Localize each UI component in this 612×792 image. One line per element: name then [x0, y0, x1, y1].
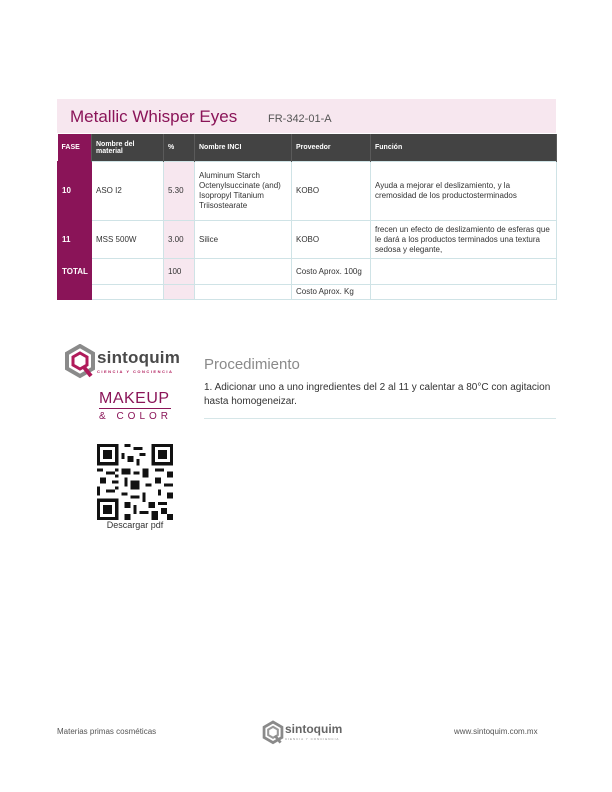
cell-pct: 5.30 [164, 162, 195, 221]
col-header-inci: Nombre INCI [195, 134, 292, 162]
cell-cost-kg: Costo Aprox. Kg [292, 285, 371, 300]
makeup-divider [99, 408, 171, 409]
qr-caption: Descargar pdf [106, 520, 164, 530]
cell-inci: Aluminum Starch Octenylsuccinate (and) Isopropyl Titanium Triisostearate [195, 162, 292, 221]
brand-tagline: CIENCIA Y CONCIENCIA [97, 369, 174, 374]
cell-total-label: TOTAL [58, 259, 92, 285]
brand-name: sintoquim [97, 348, 181, 367]
color-label: & COLOR [99, 411, 173, 422]
formula-code: FR-342-01-A [268, 113, 332, 125]
procedure-divider [204, 418, 556, 419]
cell-empty [195, 259, 292, 285]
footer-brand-tagline: CIENCIA Y CONCIENCIA [285, 737, 340, 741]
col-header-funcion: Función [371, 134, 557, 162]
cell-material: ASO I2 [92, 162, 164, 221]
col-header-fase: FASE [58, 134, 92, 162]
cell-empty [195, 285, 292, 300]
makeup-label: MAKEUP [99, 390, 170, 407]
table-row [58, 162, 557, 221]
cell-empty [371, 285, 557, 300]
cell-inci: Silice [195, 221, 292, 259]
col-header-pct: % [164, 134, 195, 162]
cell-funcion: Ayuda a mejorar el deslizamiento, y la cremosidad de los productosterminados [371, 162, 557, 221]
cell-empty [58, 285, 92, 300]
hexagon-logo-icon [262, 720, 284, 746]
footer-website-link[interactable]: www.sintoquim.com.mx [454, 727, 538, 736]
table-header-row [58, 134, 557, 162]
formula-title: Metallic Whisper Eyes [70, 107, 238, 126]
hexagon-logo-icon [64, 344, 96, 380]
cell-fase: 10 [58, 162, 92, 221]
cell-empty [371, 259, 557, 285]
cell-empty [92, 285, 164, 300]
cell-material: MSS 500W [92, 221, 164, 259]
cell-proveedor: KOBO [292, 221, 371, 259]
cell-proveedor: KOBO [292, 162, 371, 221]
cell-fase: 11 [58, 221, 92, 259]
col-header-proveedor: Proveedor [292, 134, 371, 162]
table-row [58, 221, 557, 259]
procedure-title: Procedimiento [204, 356, 300, 373]
footer-logo [262, 720, 352, 746]
cost-row [58, 285, 557, 300]
footer-brand-name: sintoquim [285, 722, 343, 736]
cell-total-value: 100 [164, 259, 195, 285]
cell-pct: 3.00 [164, 221, 195, 259]
formula-table [57, 134, 557, 300]
cell-empty [92, 259, 164, 285]
total-row [58, 259, 557, 285]
col-header-material: Nombre del material [92, 134, 164, 162]
cell-cost-100g: Costo Aprox. 100g [292, 259, 371, 285]
qr-code-icon[interactable] [97, 444, 173, 520]
sintoquim-logo [64, 344, 182, 384]
cell-funcion: frecen un efecto de deslizamiento de esferas que le dará a los productos terminados una textura sedosa y elegante, [371, 221, 557, 259]
cell-empty [164, 285, 195, 300]
procedure-step: 1. Adicionar uno a uno ingredientes del 2 al 11 y calentar a 80°C con agitacion hasta homogeneizar. [204, 382, 551, 407]
footer-left-text: Materias primas cosméticas [57, 727, 157, 736]
